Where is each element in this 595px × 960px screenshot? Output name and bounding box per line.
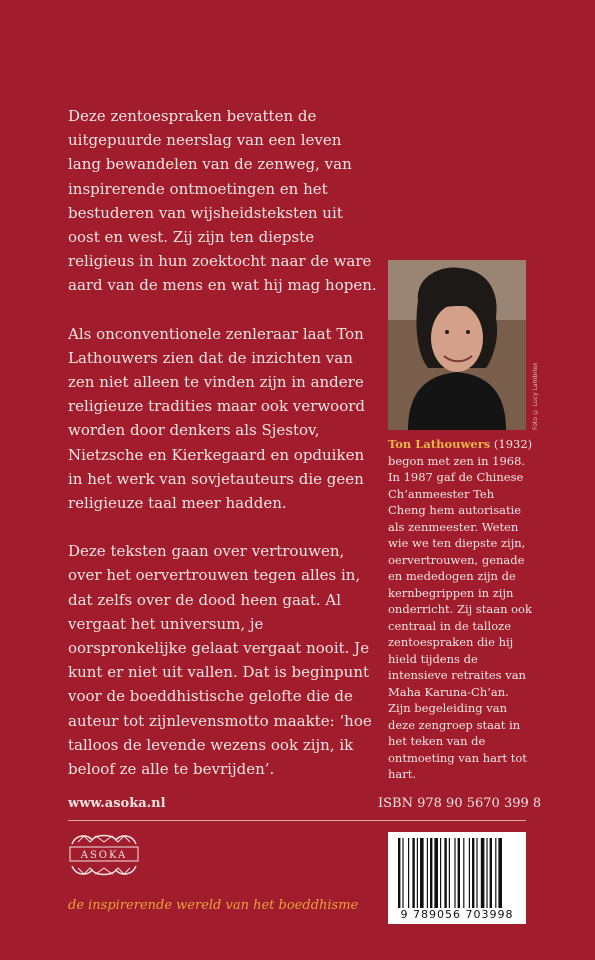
publisher-tagline: de inspirerende wereld van het boeddhisme [68,898,359,913]
blurb-paragraph-3: Deze teksten gaan over vertrouwen, over het oervertrouwen tegen alles in, dat zelfs over de dood heen gaat. Al vergaat het universum, je oorspronkelijke gelaat vergaat nooit. Je kunt er niet uit vallen. Dat is beginpunt voor de boeddhistische gelofte die de auteur tot zijnlevensmotto maakte: ‘hoe talloos de levende wezens ook zijn, ik beloof ze alle te bevrijden’. [68,542,372,779]
logo-text: ASOKA [80,850,128,861]
author-photo [388,260,526,430]
publisher-url[interactable]: www.asoka.nl [68,796,166,811]
author-bio-text: (1932) begon met zen in 1968. In 1987 gaf de Chinese Ch’anmeester Teh Cheng hem autorisatie als zenmeester. Weten wie we ten diepste zijn, oervertrouwen, genade en mededogen zijn de kernbegrippen in zijn onderricht. Zij staan ook centraal in de talloze zentoespraken die hij hield tijdens de intensieve retraites van Maha Karuna-Ch’an. Zijn begeleiding van deze zengroep staat in het teken van de ontmoeting van hart tot hart. [388,437,533,781]
footer-divider [68,820,526,821]
author-name: Ton Lathouwers [388,437,491,451]
isbn-barcode [388,832,526,924]
blurb-paragraph-2: Als onconventionele zenleraar laat Ton Lathouwers zien dat de inzichten van zen niet alleen te vinden zijn in andere religieuze tradities maar ook verwoord worden door denkers als Sjestov, Nietzsche en Kierkegaard en opduiken in het werk van sovjetauteurs die geen religieuze taal meer hadden. [68,324,365,513]
asoka-logo [68,830,140,880]
blurb-paragraph-1: Deze zentoespraken bevatten de uitgepuurde neerslag van een leven lang bewandelen van de zenweg, van inspirerende ontmoetingen en het bestuderen van wijsheidsteksten uit oost en west. Zij zijn ten diepste religieus in hun zoektocht naar de ware aard van de mens en wat hij mag hopen. [68,107,377,295]
photo-credit: Foto © Lucy Lambriex [532,362,539,430]
back-cover-blurb [68,104,378,805]
author-bio [388,436,533,783]
isbn: ISBN 978 90 5670 399 8 [378,796,542,811]
barcode-number: 9 789056 703998 [400,908,514,921]
